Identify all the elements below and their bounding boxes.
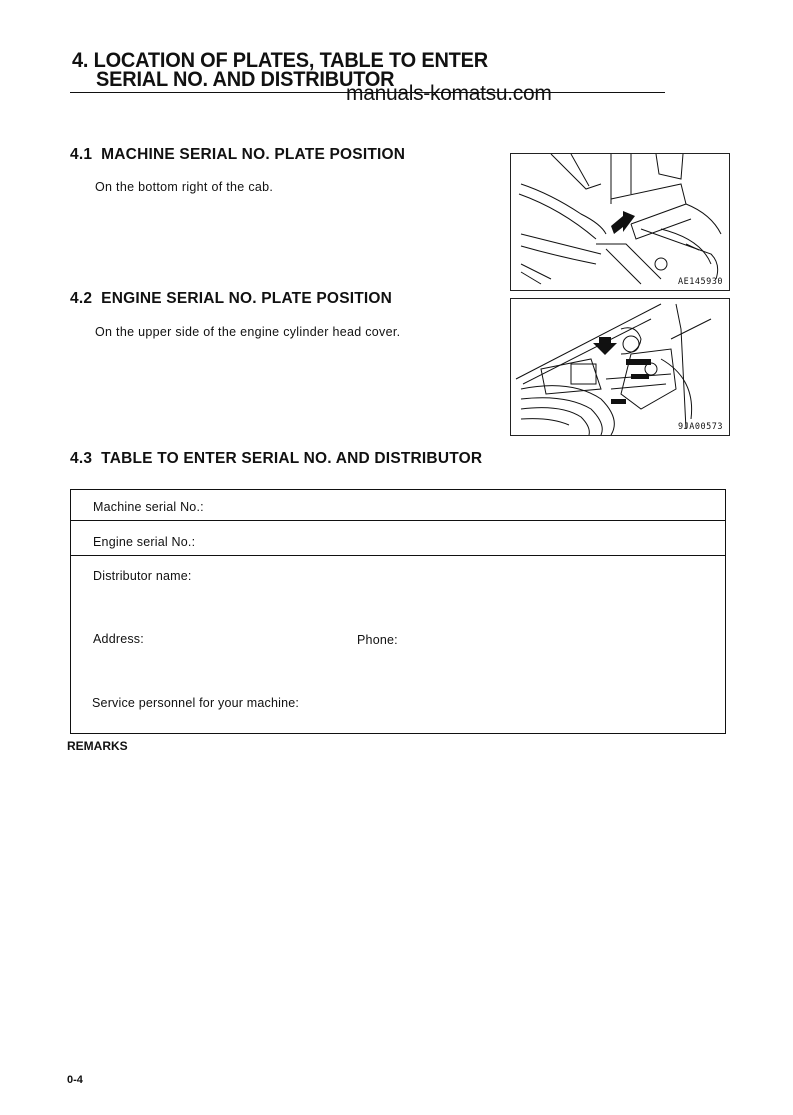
section-4-1-heading — [70, 146, 405, 164]
engine-serial-label: Engine serial No.: — [93, 535, 196, 549]
page-number: 0-4 — [67, 1074, 83, 1086]
distributor-name-label: Distributor name: — [93, 569, 192, 583]
cab-illustration-icon — [511, 154, 729, 290]
section-4-3-heading — [70, 450, 482, 468]
table-left-border — [70, 489, 71, 734]
service-personnel-label: Service personnel for your machine: — [92, 696, 300, 710]
figure-code: AE145930 — [678, 277, 723, 287]
section-4-2-heading — [70, 290, 392, 308]
engine-plate-figure — [510, 298, 730, 436]
page-title-line2: SERIAL NO. AND DISTRIBUTOR — [96, 68, 395, 91]
figure-code: 9JA00573 — [678, 422, 723, 432]
service-personnel-field[interactable] — [335, 693, 720, 713]
cab-plate-figure — [510, 153, 730, 291]
row-divider — [70, 520, 726, 521]
section-title: TABLE TO ENTER SERIAL NO. AND DISTRIBUTOR — [101, 450, 483, 467]
section-number: 4.1 — [70, 146, 93, 163]
address-label: Address: — [93, 632, 144, 646]
row-divider — [70, 555, 726, 556]
address-field[interactable] — [155, 629, 350, 669]
section-number: 4.3 — [70, 450, 93, 467]
section-4-1-text: On the bottom right of the cab. — [95, 180, 274, 194]
table-bottom-border — [70, 733, 726, 734]
table-right-border — [725, 489, 726, 734]
page-title-line1: 4. LOCATION OF PLATES, TABLE TO ENTER — [72, 49, 488, 72]
engine-illustration-icon — [511, 299, 729, 435]
machine-serial-label: Machine serial No.: — [93, 500, 204, 514]
section-4-2-text: On the upper side of the engine cylinder head cover. — [95, 325, 401, 339]
phone-label: Phone: — [357, 633, 398, 647]
section-number: 4.2 — [70, 290, 93, 307]
remarks-label: REMARKS — [67, 739, 128, 753]
machine-serial-field[interactable] — [225, 496, 720, 516]
table-top-border — [70, 489, 726, 490]
watermark: manuals-komatsu.com — [346, 82, 552, 105]
phone-field[interactable] — [405, 630, 720, 650]
section-title: ENGINE SERIAL NO. PLATE POSITION — [101, 290, 393, 307]
engine-serial-field[interactable] — [215, 531, 720, 551]
distributor-name-field[interactable] — [210, 566, 720, 586]
section-title: MACHINE SERIAL NO. PLATE POSITION — [101, 146, 406, 163]
